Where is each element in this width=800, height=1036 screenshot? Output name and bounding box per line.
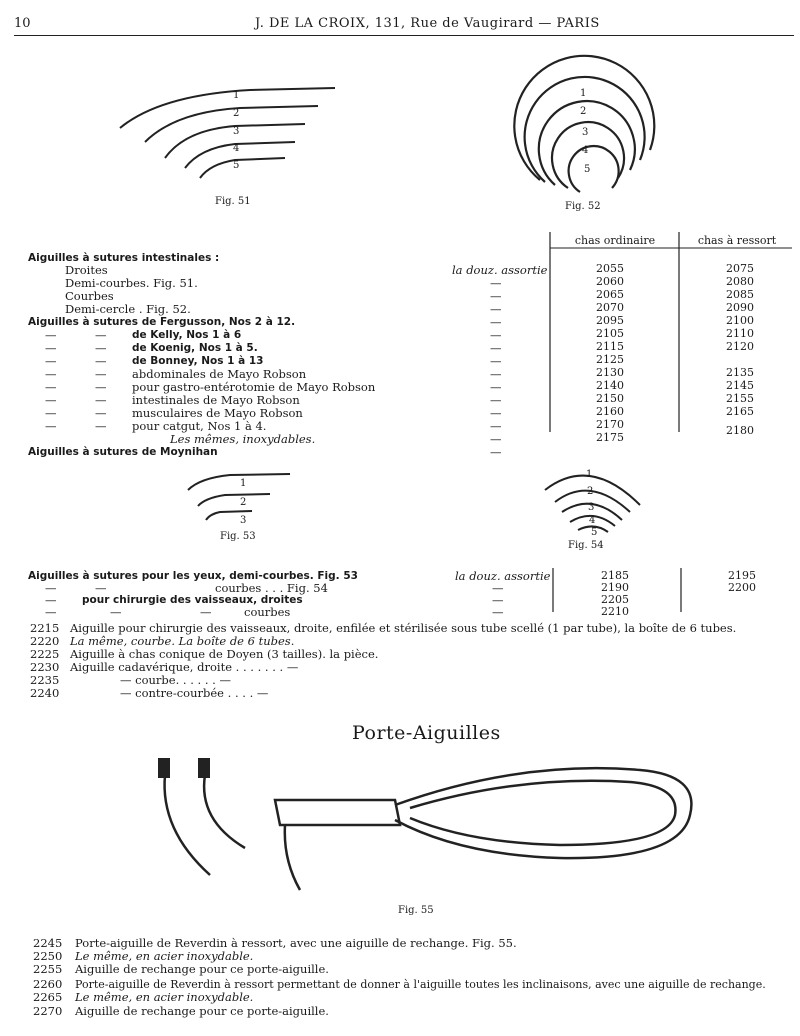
t1-unit-dash: — (490, 276, 502, 290)
t1-ord-12: 2160 (596, 405, 624, 418)
fig52-num-3: 3 (582, 127, 589, 138)
t1-label-0: Aiguilles à sutures intestinales : (28, 252, 220, 264)
list1-text: Aiguille cadavérique, droite . . . . . . . — (70, 660, 299, 674)
t1-unit-dash: — (490, 419, 502, 433)
t1-ord-10: 2140 (596, 379, 624, 392)
t2-label-1: courbes . . . Fig. 54 (215, 581, 328, 595)
list1-num: 2235 (30, 673, 60, 687)
t2-ord-1: 2190 (601, 581, 629, 594)
t1-label-14: Les mêmes, inoxydables. (170, 432, 316, 446)
list1-text: — courbe. . . . . . — (120, 673, 231, 687)
page-number: 10 (14, 16, 31, 31)
list2-num: 2250 (33, 949, 63, 963)
fig55-caption: Fig. 55 (398, 905, 434, 916)
t1-unit-dash: — (490, 302, 502, 316)
t2-label-0: Aiguilles à sutures pour les yeux, demi-courbes. Fig. 53 (28, 570, 358, 582)
list2-text: Le même, en acier inoxydable. (75, 990, 254, 1004)
list2-text: Aiguille de rechange pour ce porte-aiguille. (75, 1004, 329, 1018)
t1-dash: — (45, 354, 57, 368)
t1-dash: — (45, 380, 57, 394)
list2-text: Porte-aiguille de Reverdin à ressort permettant de donner à l'aiguille toutes les inclinaisons, avec une aiguille de rechange. (75, 978, 766, 991)
t2-label-3: courbes (244, 605, 291, 619)
t1-ord-3: 2065 (596, 288, 624, 301)
fig54-num-3: 3 (588, 502, 595, 513)
t2-unit-dash: — (492, 581, 504, 595)
t1-ord-4: 2070 (596, 301, 624, 314)
t1-unit: la douz. assortie (452, 263, 548, 277)
fig51-num-3: 3 (233, 126, 240, 137)
fig53-num-2: 2 (240, 497, 247, 508)
t1-label-15: Aiguilles à sutures de Moynihan (28, 446, 218, 458)
t1-ord-8: 2125 (596, 353, 624, 366)
t1-unit-dash: — (490, 406, 502, 420)
t1-ord-2: 2060 (596, 275, 624, 288)
t1-unit-dash: — (490, 380, 502, 394)
col-header-ressort: chas à ressort (697, 234, 777, 247)
t1-label-3: Courbes (65, 289, 114, 303)
t1-res-3: 2085 (726, 288, 754, 301)
t1-label-7: de Koenig, Nos 1 à 5. (132, 342, 258, 354)
section-title: Porte-Aiguilles (352, 722, 501, 744)
fig52-num-2: 2 (580, 106, 587, 117)
t1-ord-9: 2130 (596, 366, 624, 379)
t1-label-2: Demi-courbes. Fig. 51. (65, 276, 198, 290)
t1-res-9: 2135 (726, 366, 754, 379)
t2-dash: — (45, 593, 57, 607)
t1-dash: — (95, 393, 107, 407)
fig54-caption: Fig. 54 (568, 540, 604, 551)
list1-num: 2240 (30, 686, 60, 700)
t2-res-0: 2195 (728, 569, 756, 582)
list1-num: 2225 (30, 647, 60, 661)
t1-unit-dash: — (490, 328, 502, 342)
t1-label-6: de Kelly, Nos 1 à 6 (132, 329, 242, 341)
t2-dash: — (110, 605, 122, 619)
t1-dash: — (45, 341, 57, 355)
list2-num: 2260 (33, 977, 63, 991)
t1-ord-5: 2095 (596, 314, 624, 327)
t1-label-11: intestinales de Mayo Robson (132, 393, 300, 407)
list2-num: 2270 (33, 1004, 63, 1018)
t1-label-4: Demi-cercle . Fig. 52. (65, 302, 191, 316)
t1-label-12: musculaires de Mayo Robson (132, 406, 303, 420)
t2-ord-0: 2185 (601, 569, 629, 582)
t1-unit-dash: — (490, 315, 502, 329)
fig54-num-2: 2 (587, 486, 594, 497)
t1-unit-dash: — (490, 354, 502, 368)
list1-text: Aiguille pour chirurgie des vaisseaux, droite, enfilée et stérilisée sous tube scellé (1 par tube), la boîte de 6 tubes. (70, 621, 737, 635)
list1-text: Aiguille à chas conique de Doyen (3 tailles). la pièce. (70, 647, 379, 661)
t2-ord-2: 2205 (601, 593, 629, 606)
t1-label-10: pour gastro-entérotomie de Mayo Robson (132, 380, 376, 394)
t1-dash: — (45, 419, 57, 433)
col-header-ordinaire: chas ordinaire (574, 234, 656, 247)
t2-dash: — (45, 581, 57, 595)
t1-res-10: 2145 (726, 379, 754, 392)
fig52-num-4: 4 (582, 145, 589, 156)
t2-dash: — (200, 605, 212, 619)
t1-res-1: 2075 (726, 262, 754, 275)
list1-num: 2220 (30, 634, 60, 648)
t1-dash: — (45, 367, 57, 381)
fig51-num-5: 5 (233, 160, 240, 171)
fig53-caption: Fig. 53 (220, 531, 256, 542)
list1-num: 2215 (30, 621, 60, 635)
t2-res-1: 2200 (728, 581, 756, 594)
fig51-num-1: 1 (233, 90, 240, 101)
t1-res-5: 2100 (726, 314, 754, 327)
t1-dash: — (95, 406, 107, 420)
header-title: J. DE LA CROIX, 131, Rue de Vaugirard — PARIS (255, 16, 600, 31)
t1-ord-7: 2115 (596, 340, 624, 353)
t2-label-2: pour chirurgie des vaisseaux, droites (82, 594, 303, 606)
t1-label-5: Aiguilles à sutures de Fergusson, Nos 2 à 12. (28, 316, 296, 328)
t1-unit-dash: — (490, 393, 502, 407)
t1-dash: — (45, 328, 57, 342)
list2-text: Porte-aiguille de Reverdin à ressort, avec une aiguille de rechange. Fig. 55. (75, 936, 517, 950)
t1-unit-dash: — (490, 341, 502, 355)
t1-dash: — (95, 341, 107, 355)
t1-ord-6: 2105 (596, 327, 624, 340)
t1-dash: — (45, 393, 57, 407)
t1-dash: — (95, 354, 107, 368)
t2-unit-dash: — (492, 605, 504, 619)
t1-res-6: 2110 (726, 327, 754, 340)
fig52-num-1: 1 (580, 88, 587, 99)
fig52-num-5: 5 (584, 164, 591, 175)
t1-dash: — (95, 328, 107, 342)
t1-unit-dash: — (490, 289, 502, 303)
t2-unit: la douz. assortie (455, 569, 551, 583)
fig53-num-3: 3 (240, 515, 247, 526)
list2-text: Le même, en acier inoxydable. (75, 949, 254, 963)
t1-ord-11: 2150 (596, 392, 624, 405)
t1-res-11: 2155 (726, 392, 754, 405)
t1-res-2: 2080 (726, 275, 754, 288)
t1-ord-1: 2055 (596, 262, 624, 275)
t1-res-4: 2090 (726, 301, 754, 314)
list2-text: Aiguille de rechange pour ce porte-aiguille. (75, 962, 329, 976)
list1-text: — contre-courbée . . . . — (120, 686, 269, 700)
t1-label-13: pour catgut, Nos 1 à 4. (132, 419, 267, 433)
list2-num: 2265 (33, 990, 63, 1004)
t1-unit-dash: — (490, 367, 502, 381)
t1-unit-dash: — (490, 432, 502, 446)
list2-num: 2255 (33, 962, 63, 976)
fig54-num-1: 1 (586, 469, 593, 480)
t1-res-12: 2165 (726, 405, 754, 418)
t1-label-8: de Bonney, Nos 1 à 13 (132, 355, 264, 367)
list2-num: 2245 (33, 936, 63, 950)
t1-ord-14: 2175 (596, 431, 624, 444)
t1-res-15: 2180 (726, 424, 754, 437)
fig51-caption: Fig. 51 (215, 196, 251, 207)
t1-label-9: abdominales de Mayo Robson (132, 367, 307, 381)
t1-label-1: Droites (65, 263, 108, 277)
t2-ord-3: 2210 (601, 605, 629, 618)
t1-dash: — (45, 406, 57, 420)
t1-ord-13: 2170 (596, 418, 624, 431)
t1-dash: — (95, 419, 107, 433)
t2-dash: — (95, 581, 107, 595)
fig51-num-4: 4 (233, 143, 240, 154)
t2-unit-dash: — (492, 593, 504, 607)
t1-unit-dash: — (490, 445, 502, 459)
fig52-caption: Fig. 52 (565, 201, 601, 212)
t1-dash: — (95, 367, 107, 381)
fig53-num-1: 1 (240, 478, 247, 489)
fig54-num-4: 4 (589, 515, 596, 526)
list1-text: La même, courbe. La boîte de 6 tubes. (70, 634, 295, 648)
fig54-num-5: 5 (591, 527, 598, 538)
fig51-num-2: 2 (233, 108, 240, 119)
list1-num: 2230 (30, 660, 60, 674)
t2-dash: — (45, 605, 57, 619)
t1-dash: — (95, 380, 107, 394)
t1-res-7: 2120 (726, 340, 754, 353)
